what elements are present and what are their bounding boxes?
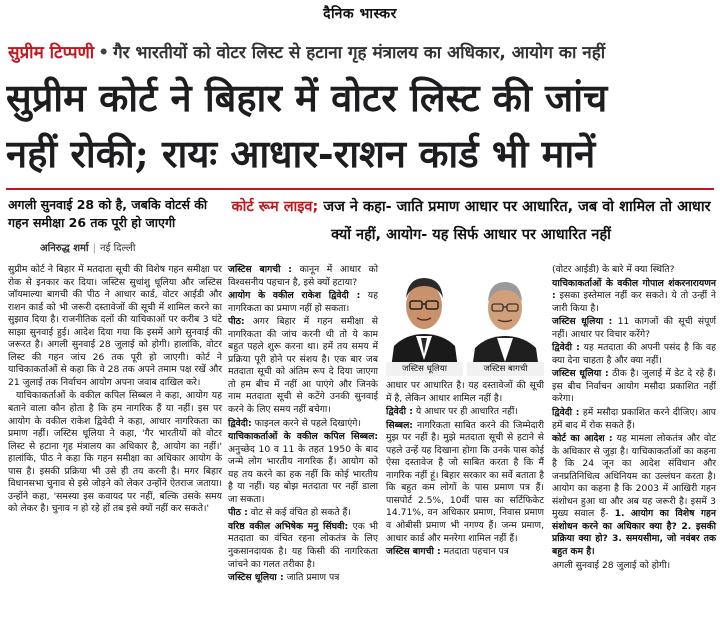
speaker-text: वोट से कई वंचित हो सकते हैं।: [250, 507, 351, 519]
speaker-text: इसका इस्तेमाल नहीं कर सकते। ये तो उन्हीं ने जारी किया है।: [552, 290, 717, 314]
speaker-label: आयोग के वकील राकेश द्विवेदी :: [228, 290, 361, 302]
speaker-text: नागरिकता साबित करने की जिम्मेदारी मुझ पर नहीं है। मुझे मतदाता सूची से हटाने से पहले उन्हें यह दिखाना होगा कि उनके पास कोई ऐसा दस्तावेज है जो साबित करता है कि मैं नागरिक नहीं हूं। बिहार सरकार का सर्वे बताता है कि बहुत कम लोगों के पास प्रमाण पत्र हैं। पासपोर्ट 2.5%, 10वीं पास का सर्टिफिकेट 14.71%, वन अधिकार प्रमाण, निवास प्रमाण व ओबीसी प्रमाण भी नगण्य हैं। जन्म प्रमाण, आधार कार्ड और मनरेगा शामिल नहीं हैं।: [386, 419, 544, 544]
judges-photos: [386, 264, 544, 376]
speaker-text: ये आधार पर ही आधारित नहीं।: [415, 406, 518, 418]
speaker-text: एक भी मतदाता का वंचित रहना लोकतंत्र के लिए नुकसानदायक है। यह किसी की नागरिकता जांचने का गलत तरीका है।: [228, 520, 378, 570]
justice-bagchi-photo: [467, 264, 544, 376]
newspaper-logo: दैनिक भास्कर: [323, 6, 397, 22]
judge-portrait-icon: [386, 264, 463, 376]
speaker-text: यह नागरिकता का प्रमाण नहीं हो सकता।: [228, 290, 378, 314]
speaker-label: जस्टिस बागची :: [228, 264, 292, 275]
speaker-label: द्विवेदी:: [228, 417, 252, 429]
main-headline: [6, 70, 714, 182]
headline-line-2: नहीं रोकी; रायः आधार-राशन कार्ड भी मानें: [6, 131, 596, 176]
kicker-bullet: •: [98, 43, 110, 63]
speaker-text: यह मामला लोकतंत्र और वोट के अधिकार से जुड़ा है। याचिकाकर्ताओं का कहना है कि 24 जून का आदेश संविधान और जनप्रतिनिधित्व अधिनियम का उल्लंघन करता है। आयोग का कहना है कि 2003 में आखिरी गहन संशोधन हुआ था और अब यह जरूरी है। इसमें 3 मुख्य सवाल हैं-: [552, 433, 717, 520]
speaker-text: (वोटर आईडी) के बारे में क्या स्थिति?: [552, 264, 675, 275]
judge-portrait-icon: [467, 264, 544, 376]
deck: अगली सुनवाई 28 को है, जबकि वोटर्स की गहन समीक्षा 26 तक पूरी हो जाएगी: [8, 197, 208, 230]
speaker-text: ठीक है। जुलाई में डेट दे रहे हैं। इस बीच निर्वाचन आयोग मसौदा प्रकाशित नहीं करेगा।: [552, 368, 716, 405]
speaker-text: अनुच्छेद 10 व 11 के तहत 1950 के बाद जन्मे लोग भारतीय नागरिक हैं। आयोग को यह तय करने का हक नहीं कि कोई भारतीय है या नहीं। यह बोझ मतदाता पर नहीं डाला जा सकता।: [228, 443, 378, 505]
kicker-tag: सुप्रीम टिप्पणी: [8, 43, 95, 63]
speaker-label: द्विवेदी :: [552, 342, 580, 354]
live-tag: कोर्ट रूम लाइव;: [231, 199, 319, 215]
byline-place: नई दिल्ली: [99, 243, 136, 254]
story-paragraph-1: सुप्रीम कोर्ट ने बिहार में मतदाता सूची की विशेष गहन समीक्षा पर रोक से इनकार कर दिया। जस्टिस सुधांशु धूलिया और जस्टिस जॉयमाल्या बागची की पीठ ने आधार कार्ड, वोटर आईडी और राशन कार्ड को भी जरूरी दस्तावेजों की सूची में शामिल करने का सुझाव दिया है। राजनीतिक दलों की याचिकाओं पर करीब 3 घंटे साझा सुनवाई हुई। आदेश दिया गया कि इसमें आगे सुनवाई की जरूरत है। अगली सुनवाई 28 जुलाई को होगी। हालांकि, वोटर लिस्ट की गहन जांच 26 तक पूरी हो जाएगी। कोर्ट ने याचिकाकर्ताओं से कहा कि वे 28 तक अपने तमाम पक्ष रखें और 21 जुलाई तक निर्वाचन आयोग अपना जवाब दाखिल करे।: [8, 264, 222, 388]
speaker-label: कोर्ट का आदेश :: [552, 433, 613, 445]
speaker-label: याचिकाकर्ताओं के वकील गोपाल शंकरनारायणन :: [552, 277, 716, 302]
speaker-label: वरिष्ठ वकील अभिषेक मनु सिंघवी:: [228, 520, 349, 532]
courtroom-column-1: [228, 264, 378, 624]
speaker-text: यह मतदाता की अपनी पसंद है कि वह क्या देना चाहता है और क्या नहीं।: [552, 342, 716, 366]
courtroom-column-2: [386, 380, 544, 624]
speaker-text: जाति प्रमाण पत्र: [286, 572, 340, 584]
speaker-text: अगर बिहार में गहन समीक्षा से नागरिकता की जांच करनी थी तो ये काम बहुत पहले शुरू करना था। हमें तय समय में प्रक्रिया पूरी होने पर संशय है। एक बार जब मतदाता सूची को अंतिम रूप दे दिया जाएगा तो हम बीच में नहीं आ पाएंगे और जिनके नाम मतदाता सूची से कटेंगे उनकी सुनवाई करने के लिए समय नहीं बचेगा।: [228, 316, 379, 416]
story-column-1: [8, 264, 222, 624]
masthead: [0, 0, 720, 38]
speaker-text: कानून में आधार को विश्वसनीय पहचान है, इसे क्यों हटाया?: [228, 264, 378, 288]
speaker-text: 11 कागजों की सूची संपूर्ण नहीं। आधार पर विचार करेंगे?: [552, 316, 717, 340]
speaker-text: हमें मसौदा प्रकाशित करने दीजिए। आप हमें बाद में रोक सकते हैं।: [552, 407, 717, 431]
story-paragraph-2: याचिकाकर्ताओं के वकील कपिल सिब्बल ने कहा, आयोग यह बताने वाला कौन होता है कि हम नागरिक हैं या नहीं। इस पर आयोग के वकील राकेश द्विवेदी ने कहा, आधार नागरिकता का प्रमाण नहीं। जस्टिस धूलिया ने कहा, 'गैर भारतीयों को वोटर लिस्ट से हटाना गृह मंत्रालय का अधिकार है, आयोग का नहीं।' हालांकि, पीठ ने कहा कि गहन समीक्षा का अधिकार आयोग के पास है। इसकी प्रक्रिया भी उसे ही तय करनी है। मगर बिहार विधानसभा चुनाव से इसे जोड़ने को लेकर उन्होंने ऐतराज जताया। उन्होंने कहा, 'समस्या इस कवायद पर नहीं, बल्कि उसके समय को लेकर है। चुनाव न हो रहे हों तब इसे क्यों नहीं कर सकते।': [8, 390, 222, 515]
headline-line-1: सुप्रीम कोर्ट ने बिहार में वोटर लिस्ट की जांच: [6, 75, 608, 120]
byline-separator: |: [92, 243, 96, 254]
speaker-text: फाइनल करने से पहले दिखाएंगे।: [254, 417, 361, 429]
speaker-label: सिब्बल:: [386, 419, 413, 431]
live-text: जज ने कहा- जाति प्रमाण आधार पर आधारित, जब वो शामिल तो आधार क्यों नहीं, आयोग- यह सिर्फ आधार पर आधारित नहीं: [323, 199, 711, 243]
right-photo-caption: जस्टिस बागची: [467, 362, 544, 376]
speaker-text: मतदाता पहचान पत्र: [443, 546, 509, 558]
speaker-label: पीठ :: [228, 507, 248, 519]
questions-text: 1. आयोग का विशेष गहन संशोधन करने का अधिकार क्या है? 2. इसकी प्रक्रिया क्या हो? 3. समयसीमा, जो नवंबर तक बहुत कम है।: [552, 508, 716, 558]
speaker-label: जस्टिस धूलिया :: [552, 316, 613, 328]
next-hearing-text: अगली सुनवाई 28 जुलाई को होगी।: [552, 559, 671, 571]
speaker-label: द्विवेदी :: [552, 407, 580, 419]
byline: [40, 240, 220, 254]
left-photo-caption: जस्टिस धूलिया: [386, 362, 463, 376]
speaker-label: याचिकाकर्ताओं के वकील कपिल सिब्बल:: [228, 431, 378, 443]
kicker-line: [8, 40, 714, 66]
speaker-text: आधार पर आधारित है। यह दस्तावेजों की सूची में है, लेकिन आधार शामिल नहीं है।: [386, 380, 544, 404]
justice-dhulia-photo: [386, 264, 463, 376]
courtroom-live-heading: [228, 193, 714, 253]
kicker-text: गैर भारतीयों को वोटर लिस्ट से हटाना गृह मंत्रालय का अधिकार, आयोग का नहीं: [113, 43, 606, 63]
speaker-label: जस्टिस धूलिया :: [552, 368, 609, 380]
speaker-label: द्विवेदी :: [386, 406, 413, 418]
courtroom-column-3: [552, 264, 716, 624]
speaker-label: पीठ:: [228, 316, 245, 328]
headline-rule: [6, 188, 714, 190]
byline-author: अनिरुद्ध शर्मा: [40, 243, 89, 254]
speaker-label: जस्टिस बागची :: [386, 546, 441, 558]
speaker-label: जस्टिस धूलिया :: [228, 572, 284, 584]
